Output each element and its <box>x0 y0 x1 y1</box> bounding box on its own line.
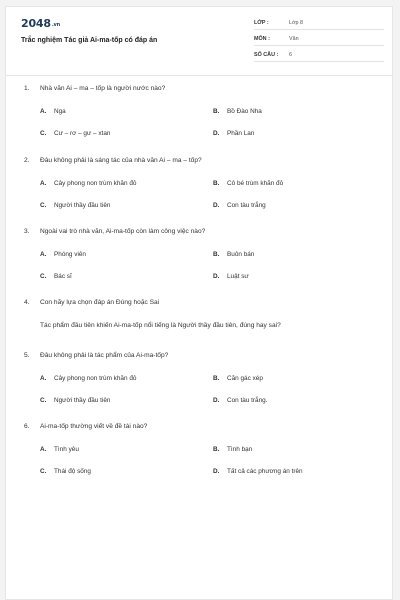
option-6d[interactable] <box>213 468 303 475</box>
option-3b[interactable] <box>213 251 254 258</box>
meta-label: LỚP : <box>254 20 269 26</box>
option-1b[interactable] <box>213 108 262 115</box>
option-3c[interactable] <box>40 273 72 280</box>
true-false-statement: Tác phẩm đầu tiên khiến Ai-ma-tốp nổi tiếng là Người thầy đầu tiên, đúng hay sai? <box>40 322 281 329</box>
option-3a[interactable] <box>40 251 86 258</box>
option-letter: D. <box>213 273 220 280</box>
question-text: Con hãy lựa chọn đáp án Đúng hoặc Sai <box>40 299 160 306</box>
logo-suffix: .vn <box>51 22 60 28</box>
option-5d[interactable] <box>213 397 268 404</box>
question-4 <box>24 299 159 306</box>
option-text: Phần Lan <box>227 130 255 137</box>
logo-main: 2048 <box>21 17 51 30</box>
option-2d[interactable] <box>213 202 266 209</box>
option-letter: A. <box>40 446 47 453</box>
meta-value: 6 <box>289 52 292 58</box>
option-letter: B. <box>213 108 220 115</box>
question-3 <box>24 228 205 235</box>
option-5a[interactable] <box>40 375 136 382</box>
option-text: Cây phong non trùm khăn đỏ <box>54 375 137 382</box>
option-text: Căn gác xép <box>227 375 263 382</box>
option-letter: B. <box>213 446 220 453</box>
option-3d[interactable] <box>213 273 249 280</box>
option-5b[interactable] <box>213 375 263 382</box>
question-2 <box>24 157 202 164</box>
meta-value: Văn <box>289 36 299 42</box>
option-text: Bác sĩ <box>54 273 72 280</box>
option-text: Cô bé trùm khăn đỏ <box>227 180 284 187</box>
option-text: Người thầy đầu tiên <box>54 202 111 209</box>
option-text: Tình bạn <box>227 446 253 453</box>
worksheet-title: Trắc nghiệm Tác giả Ai-ma-tốp có đáp án <box>21 37 158 44</box>
option-text: Con tàu trắng. <box>227 397 268 404</box>
option-text: Nga <box>54 108 66 115</box>
option-2b[interactable] <box>213 180 283 187</box>
option-letter: D. <box>213 397 220 404</box>
meta-label: MÔN : <box>254 36 270 42</box>
option-2c[interactable] <box>40 202 110 209</box>
option-letter: D. <box>213 468 220 475</box>
question-6 <box>24 423 147 430</box>
question-text: Ai-ma-tốp thường viết về đề tài nào? <box>40 423 148 430</box>
option-text: Cây phong non trùm khăn đỏ <box>54 180 137 187</box>
option-letter: A. <box>40 251 47 258</box>
option-letter: C. <box>40 130 47 137</box>
meta-class <box>254 17 384 30</box>
option-6b[interactable] <box>213 446 252 453</box>
option-text: Người thầy đầu tiên <box>54 397 111 404</box>
meta-value: Lớp 8 <box>289 20 304 26</box>
question-number: 5. <box>24 352 30 359</box>
option-letter: D. <box>213 130 220 137</box>
option-letter: D. <box>213 202 220 209</box>
question-number: 6. <box>24 423 30 430</box>
question-text: Nhà văn Ai – ma – tốp là người nước nào? <box>40 85 166 92</box>
option-2a[interactable] <box>40 180 136 187</box>
option-6a[interactable] <box>40 446 79 453</box>
question-text: Đâu không phải là tác phẩm của Ai-ma-tốp? <box>40 352 169 359</box>
option-6c[interactable] <box>40 468 91 475</box>
worksheet-header <box>6 7 392 75</box>
meta-label: SỐ CÂU : <box>254 52 279 58</box>
site-logo[interactable] <box>21 17 60 30</box>
option-letter: B. <box>213 375 220 382</box>
option-text: Luật sư <box>227 273 249 280</box>
option-letter: B. <box>213 251 220 258</box>
option-text: Bồ Đào Nha <box>227 108 262 115</box>
option-text: Tình yêu <box>54 446 79 453</box>
option-letter: B. <box>213 180 220 187</box>
question-number: 3. <box>24 228 30 235</box>
question-number: 4. <box>24 299 30 306</box>
option-letter: C. <box>40 273 47 280</box>
question-5 <box>24 352 168 359</box>
option-text: Phóng viên <box>54 251 86 258</box>
question-text: Ngoài vai trò nhà văn, Ai-ma-tốp còn làm công việc nào? <box>40 228 206 235</box>
option-1d[interactable] <box>213 130 254 137</box>
question-number: 1. <box>24 85 30 92</box>
option-text: Tất cả các phương án trên <box>227 468 303 475</box>
option-letter: C. <box>40 468 47 475</box>
option-1a[interactable] <box>40 108 66 115</box>
option-text: Con tàu trắng <box>227 202 266 209</box>
question-text: Đâu không phải là sáng tác của nhà văn Ai – ma – tốp? <box>40 157 202 164</box>
header-divider <box>6 75 392 76</box>
option-letter: A. <box>40 108 47 115</box>
question-number: 2. <box>24 157 30 164</box>
worksheet <box>5 6 393 600</box>
option-1c[interactable] <box>40 130 110 137</box>
option-letter: A. <box>40 375 47 382</box>
option-text: Cư – rơ – gư – xtan <box>54 130 111 137</box>
option-letter: C. <box>40 397 47 404</box>
option-text: Thái độ sống <box>54 468 91 475</box>
option-letter: C. <box>40 202 47 209</box>
meta-question-count <box>254 49 384 62</box>
option-letter: A. <box>40 180 47 187</box>
meta-subject <box>254 33 384 46</box>
option-text: Buôn bán <box>227 251 255 258</box>
option-5c[interactable] <box>40 397 110 404</box>
question-1 <box>24 85 165 92</box>
